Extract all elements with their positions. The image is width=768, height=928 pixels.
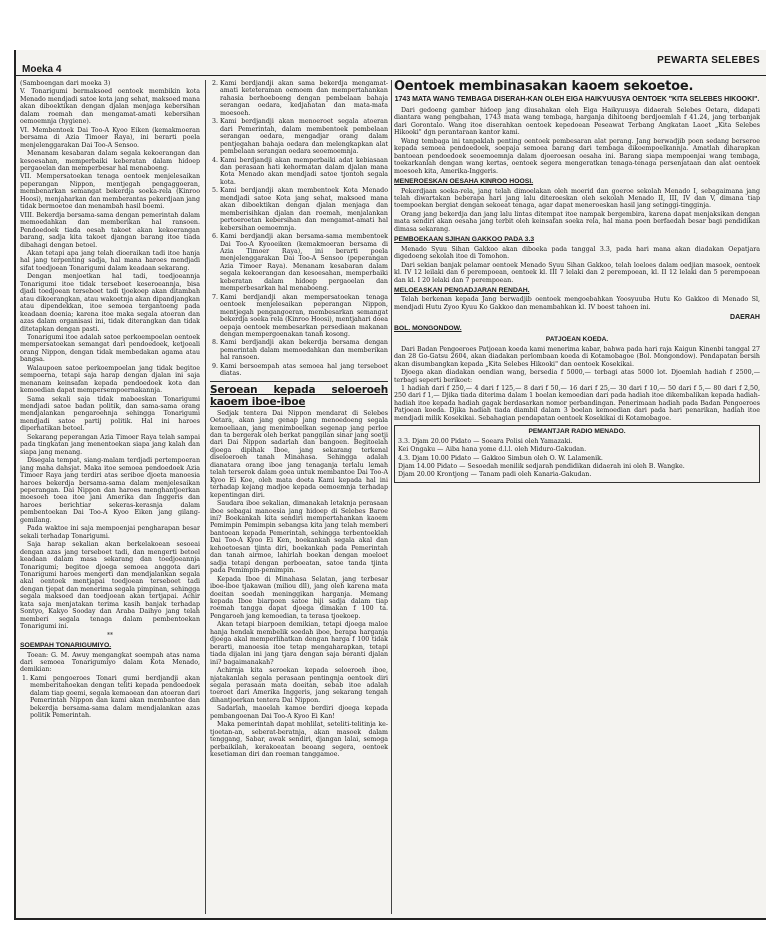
oath-item: 2. Kami berdjandji akan sama bekerdja mengamat-amati keteteraman oemoem dan mempertahankan rahasia berhoeboeng dengan pembelaan bahaja serangan oedara, kedjahatan dan mata-mata moesoeh. xyxy=(220,80,388,117)
paragraph: Djoega akan diadakan oendian wang, bersedia f 5000,— terbagi atas 5000 lot. Djoemlah hadiah f 2500,— terbagi seperti berikoet: xyxy=(394,369,760,384)
oath-item: 6. Kami berdjandji akan bersama-sama membentoek Dai Too-A Kyooeiken (kemakmoeran bersama di Azia Timoer Raya), ini berarti poela menjelenggarakan Dai Too-A Sensoo (peperangan Azia Timoer Raya). Menanam kesabaran dalam segala kekoerangan dan kesoesahan, memperbaiki keberatan dalam hidoep pergaoelan dan memperbesarkan hal menaboeng. xyxy=(220,233,388,293)
region-heading: DAERAH xyxy=(730,314,760,322)
paragraph: Pekerdjaan soeka-rela, jang telah dimoelakan oleh moerid dan goeroe sekolah Menado I, sebagaimana jang telah diwartakan beberapa hari jang lalu diteroeskan oleh sekolah Menado II, III, IV dan V, dimana tiap toempoekan bergiat dengan sekoeat tenaga, agar dapat meneroeskan hasil jang setinggi-tingginja. xyxy=(394,187,760,210)
oath-item: 5. Kami berdjandji akan membentoek Kota Menado mendjadi satoe Kota jang sehat, maksoed mana akan diboektikan dengan djalan menjaga dan memberisihkan djalan dan roemah, menjalankan pertoeroetan kebersihan dan mengamat-amati hal kebersihan oemoemnja. xyxy=(220,187,388,232)
paragraph: Toean: G. M. Awuy mengangkat soempah atas nama dari semoea Tonarigumiyo dalam Kota Menado, demikian: xyxy=(20,651,200,674)
article-subheadline: 1743 MATA WANG TEMBAGA DISERAH-KAN OLEH EIGA HAIKYUUSYA OENTOEK "KITA SELEBES HIKOOKI". xyxy=(394,96,760,103)
paragraph: VI. Membentoek Dai Too-A Kyoo Eiken (kemakmoeran bersama di Azia Timoer Raya), ini berarti poela menjelenggarakan Dai Too-A Sensoo. xyxy=(20,126,200,149)
paragraph: 1 hadiah dari f 250,— 4 dari f 125,— 8 dari f 50,— 16 dari f 25,— 30 dari f 10,— 50 dari f 5,— 80 dari f 2,50, 250 dari f 1,— Djika tiada diterima dalam 1 boelan kemoedian dari pada hadiah itoe dikembalikan kepada hadiah-hadiah itoe kepada hadiah gagak berdasarkan nomor perbandingan. Penerimaan hadiah pada Badan Pengoeroes Patjoean koeda. Djika hadiah tiada diambil dalam 3 boelan kemoedian dari pada hari penarikan, hadiah itoe mendjadi milik Kosekikai. Sebahagian pendapatan oentoek Kosekikai di Kotamobagoe. xyxy=(394,384,760,422)
paragraph: Orang jang bekerdja dan jang lalu lintas ditempat itoe nampak bergembira, karena dapat menjaksikan dengan mata sendiri akan oesaha jang terbit oleh keinsafan soeka rela, hal mana poen berfaedah besar bagi pendidikan dimasa sekarang. xyxy=(394,210,760,233)
section-heading: PEMBOEKAAN SJIHAN GAKKOO PADA 3.3 xyxy=(394,236,535,244)
paragraph: Pada waktoe ini saja mempoenjai pengharapan besar sekali terhadap Tonarigumi. xyxy=(20,525,200,540)
paragraph: Akan tetapi biarpoen demikian, tetapi djoega maloe hanja hendak membelik soedah iboe, berapa harganja djoega akal memperlihatkan dengan harga f 100 tidak berarti, manoesia itoe tetap mengaharapkan, tetapi tiada dijalan ini jang tjara dengan saja beranti djalan ini? bagaimanakah? xyxy=(210,621,388,666)
page-number: Moeka 4 xyxy=(22,64,62,75)
radio-entry: Kei Ongaku — Aiba hana yome d.l.l. oleh Miduro-Gakudan. xyxy=(398,446,587,454)
paragraph: Saudara iboe sekalian, dimanakah letaknja perasaan iboe sebagai manoesia jang hidoep di Selebes Baroe ini? Boekankah kita sendiri mempertahankan kaoem Pemimpin Pemimpin sebangsa kita jang telah memberi bantoean kepada Pemerintah, sehingga terbentoeklah Dai Too-A Kyoo Ei Ken, boekankah segala akal dan kehoetoesan tjinta diri, boekankah pada Pemerintah dan tanah airmoe, lahirlah boekan dengan moeloet sadja tetapi dengan perboeatan, satoe tanda tjinta pada Pemimpin-pemimpin. xyxy=(210,500,388,575)
column-2 xyxy=(210,80,388,912)
continuation-note: (Samboengan dari moeka 3) xyxy=(20,80,111,87)
paragraph: Akan tetapi apa jang telah dioeraikan tadi itoe hanja hal jang terpenting sadja, hal mana haroes mendjadi sifat toedjoean Tonarigumi dalam keadaan sekarang. xyxy=(20,249,200,272)
paragraph: Wang tembaga ini tanpaklah penting oentoek pembesaran alat perang. Jang berwadjib poen sedang berseroe kepada semoea pendoedoek, soepaja semoea barang dari tembaga dikoempoelkannja. Amatlah diharapkan bantoean pendoedoek seoemoemnja dalam djoeroesan oesaha ini. Barang siapa mempoenjai wang tembaga, toekarkanlah dengan wang kertas, oentoek segera mengeratkan tenaga-tenaga persenjataan dan alat oentoek moesoeh kita, Amerika-Inggeris. xyxy=(394,137,760,175)
separator-stars: ** xyxy=(107,631,113,639)
paragraph: Menado Syuu Sihan Gakkoo akan diboeka pada tanggal 3.3, pada hari mana akan diadakan Oepatjara digedoeng sekolah itoe di Tomohon. xyxy=(394,245,760,261)
radio-entry: Djam 14.00 Pidato — Sesoedah menilik sedjarah pendidikan didaerah ini oleh B. Wangke. xyxy=(398,463,685,471)
header-rule xyxy=(16,75,766,76)
radio-schedule-box xyxy=(394,425,760,483)
oath-item: 4. Kami berdjandji akan memperbaiki adat kebiasaan dan perasaan hati kehormatan dalam djalan mana Kota Menado akan mendjadi satoe tjontoh segala kota. xyxy=(220,157,388,187)
newspaper-name: PEWARTA SELEBES xyxy=(657,55,760,66)
oath-item: 1. Kami pengoeroes Tonari gumi berdjandji akan memberitahoekan dengan teliti kepada pendoedoek dalam tiap goemi, segala kemaoean dan atoeran dari Pemerintah Nippon dan kami akan membantoe dan bekerdja bersama-sama dalam mendjalankan azas politik Pemerintah. xyxy=(30,675,200,720)
radio-entry: 3.3. Djam 20.00 Pidato — Soeara Polisi oleh Yamazaki. xyxy=(398,437,573,445)
paragraph: V. Tonarigumi bermaksoed oentoek membikin kota Menado mendjadi satoe kota jang sehat, maksoed mana akan diboektikan dengan djalan menjaga kebersihan dalam roemah dan mengamat-amati kebersihan oemoemnja (hygiene). xyxy=(20,88,200,126)
paragraph: Disegala tempat, siang-malam terdjadi pertempoeran jang maha dahsjat. Maka itoe semoea pendoedoek Azia Timoer Raya jang terdiri atas seriboe djoeta manoesia haroes bekerdja bersama-sama dalam menjelesaikan peperangan. Dai Nippon dan haroes menghantjoerkan moesoeh toea itoe jani Amerika dan Inggeris dan haroes berichtiar sekeras-kerasnja dalam pembentoekan Dai Too-A Kyoo Eiken jang gilang-gemilang. xyxy=(20,457,200,524)
section-heading: MELOEASKAN PENGADJARAN RENDAH. xyxy=(394,286,530,294)
paragraph: Maka pemerintah dapat mohlilat, seteliti-telitinja ke-tjoetan-an, seberat-beratnja, akan masoek dalam tenggang, Sabar, awak sendiri, djangan lalai, semoga perbaikilah, kerakoeatan beoang segera, oentoek kesetiaman diri dan roeman tanggamoe. xyxy=(210,721,388,759)
column-3 xyxy=(394,80,760,912)
newspaper-page xyxy=(14,50,766,920)
section-heading: MENEROESKAN OESAHA KINROO HOOSI. xyxy=(394,178,534,186)
paragraph: Sekarang peperangan Azia Timoer Raya telah sampai pada tingkatan jang menentoekan siapa jang kalah dan siapa jang menang. xyxy=(20,433,200,456)
article-title: Seroean kepada seloeroeh kaoem iboe-iboe xyxy=(210,383,388,408)
column-divider xyxy=(391,80,392,914)
column-divider xyxy=(205,80,206,914)
column-1 xyxy=(20,80,200,912)
article-headline: Oentoek membinasakan kaoem sekoetoe. xyxy=(394,80,694,94)
article-divider xyxy=(210,381,388,382)
paragraph: Sama sekali saja tidak maboeskan Tonarigumi mendjadi satoe badan politik, dan sama-sama orang mendjalankan pengaroehnja sehingga Tonarigumi mendjadi satoe partij politik. Hal ini haroes diperhatikan betoel. xyxy=(20,395,200,433)
paragraph: Dari Badan Pengoeroes Patjoean koeda kami menerima kabar, bahwa pada hari raja Kaigun Kinenbi tanggal 27 dan 28 Go-Gatsu 2604, akan diadakan perlombaan koeda di Kotamobagoe (Bol. Mongondow). Pendapatan bersih akan disumbangkan kepada „Kita Selebes Hikooki" dan oentoek Kosekikai. xyxy=(394,345,760,368)
subsection-heading: PATJOEAN KOEDA. xyxy=(545,336,609,344)
paragraph: Kepada Iboe di Minahasa Selatan, jang terbesar iboe-iboe tjakawan (miliou dll), jang oleh karena mata doeitan soedah meninggikan harganja. Memang kepada Iboe biarpoen satoe biji sadja dalam tiap roemah tangga dapat djoega dimakan f 100 ta. Pengaroeh jang kemoedian, ta terasa tjoekoep. xyxy=(210,575,388,620)
oath-item: 3. Kami berdjandji akan menoeroet segala atoeran dari Pemerintah, dalam membentoek pembelaan serangan oedara, mengadjar orang dalam pentjegahan bahaja oedara dan melengkapkan alat pembelaan serangan oedara seoemoemnja. xyxy=(220,118,388,155)
oath-item: 7. Kami berdjandji akan mempersatoekan tenaga oentoek menjelesaikan peperangan Nippon, mentjegah pengangoeran, membesarkan semangat bekerdja soeka rela (Kinroo Hoosi), mentjahari doea oepaja oentoek membesarkan persediaan makanan dengan mempergoenakan tanah kosong. xyxy=(220,294,388,339)
paragraph: Achirnja kita seroekan kepada seloeroeh iboe, njatakanlah segala perasaan pentingnja oentoek diri segala perasaan mata doeitan, sebab itoe adalah toeroet dari Amerika Inggeris, jang sekarang tengah dihantjoerkan tentera Dai Nippon. xyxy=(210,667,388,704)
paragraph: Dari sekian banjak pelamar oentoek Menado Syuu Sihan Gakkoo, telah loeloes dalam oedjian masoek, oentoek kl. IV 12 leilaki dan 6 perempoean, oentoek kl. III 7 lelaki dan 2 perempoean, kl. II 12 lelaki dan 5 perempoean dan kl. I 20 lelaki dan 7 perempoean. xyxy=(394,261,760,284)
radio-entry: Djam 20.00 Krontjong — Tanam padi oleh Kanaria-Gakudan. xyxy=(398,471,592,479)
paragraph: Sedjak tentera Dai Nippon mendarat di Selebes Oetara, akan jang genap jang menoedoeng segala kemoeliaan, jang menimboelkan segenap jang perloe dan ta bergerak oleh berkat panggilan sinar jang soetji dari Dai Nippon sadarlah dan bangoen. Begitoelah djoega dipihak Iboe, jang sekarang terkenal diseloeroeh tanah Minahasa. Sehingga adalah dianatara orang iboe jang tenaganja terlalu lemah telah terserok dalam goea untuk membantoe Dai Too-A Kyoo Ei Koe, oleh mata doeta Kami kepada hal ini terhadap kejang madjoe kepada oemoemnja terhadap kepentingan diri. xyxy=(210,409,388,499)
paragraph: Dari gedoeng gambar hidoep jang diusahakan oleh Eiga Haikyuusya didaerah Selebes Oetara, didapati diantara wang pengbahan, 1743 mata wang tembaga, harganja dihitoeng berdjoemlah f 41.24, jang terbanjak dari Gorontalo. Wang itoe diserahkan oentoek kepedoean Peseawat Terbang Angkatan Laoet „Kita Selebes Hikooki" dgn perantaraan kantor kami. xyxy=(394,107,760,137)
radio-schedule-title: PEMANTJAR RADIO MENADO. xyxy=(528,428,626,436)
paragraph: VII. Mempersatoekan tenaga oentoek menjelesaikan peperangan Nippon, mentjegah pengaggoeran, membenarkan semangat bekerdja soeka-rela (Kinroo Hoosi), menjaharkan dan memberantas pekerdjaan jang tidak bermoetoe dan menambah hasil boemi. xyxy=(20,173,200,211)
paragraph: Sadarlah, maoelah kamoe berdiri djoega kepada pembangoenan Dai Too-A Kyoo Ei Kan! xyxy=(210,705,388,720)
section-heading: SOEMPAH TONARIGUMIYO. xyxy=(20,642,112,650)
paragraph: Dengan menjoetkan hal tadi, toedjoeannja Tonarigumi itoe tidak terseboet keseroeannja, bisa djadi toedjoean terseboet tadi tjoekoep akan ditambah atau dikoerangkan, atau wakoetnja akan dipandjangkan atau dipendekkan, itoe semoea tergantoeng pada keadaan doenia; karena itoe maka segala atoeran dan azas dalam organisasi ini, tidak diterangkan dan tidak ditetapkan dengan pasti. xyxy=(20,273,200,333)
paragraph: Tonarigumi itoe adalah satoe perkoempoelan oentoek mempersatoekan semangat dari pendoedoek, ketjoeali orang Nippon, dengan tidak membedakan agama atau bangsa. xyxy=(20,333,200,364)
section-heading: BOL. MONGONDOW. xyxy=(394,324,462,332)
oath-item: 9. Kami bersoempah atas semoea hal jang terseboet diatas. xyxy=(220,363,388,378)
paragraph: Saja harap sekalian akan berkelakoean sesoeai dengan azas jang terseboet tadi, dan mengerti betoel keadaan dalam masa sekarang dan toedjoeannja Tonarigumi; begitoe djoega semoea anggota dari Tonarigumi haroes mengerti dan mendjalankan segala akal oentoek mentjapai toedjoean terseboet tadi dengan tjepat dan menerima segala pimpinan, sehingga segala maksoed dan toedjoean akan tertjapai. Achir kata saja menjatakan terima kasih banjak terhadap Sontyo, Kakyo Sooday dan Araba Daihyo jang telah memberi segala tenaga dalam pembentoekan Tonarigumi ini. xyxy=(20,541,200,631)
paragraph: Telah berkenan kepada Jang berwadjib oentoek mengoebahkan Yoosyuuba Hutu Ko Gakkoo di Menado Sl, mendjadi Hutu Zyoo Kyuu Ko Gakkoo dan menambahkan kl. IV boest tahoen ini. xyxy=(394,296,760,311)
paragraph: VIII. Bekerdja bersama-sama dengan pemerintah dalam memoedahkan dan memberikan hal ransoen. Pendoedoek tiada oesah takoet akan kekoerangan barang, sadja kita takoet djangan barang itoe tiada dibahagi dengan betoel. xyxy=(20,211,200,249)
oath-item: 8. Kami berdjandji akan bekerdja bersama dengan pemerintah dalam memoedahkan dan memberikan hal ransoen. xyxy=(220,339,388,361)
radio-entry: 4.3. Djam 10.00 Pidato — Gakkoo Simbun oleh O. W. Lalamenik. xyxy=(398,454,603,462)
paragraph: Menanam kesabaran dalam segala kekoerangan dan kesoesahan, memperbaiki keberatan dalam hidoep pergaoelan dan memperbesar hal menaboeng. xyxy=(20,150,200,172)
paragraph: Walaupoen satoe perkoempoelan jang tidak begitoe sempoerna, tetapi saja harap dengan djalan ini saja menanam keinsafan kepada pendoedoek kota dan kemoedian dapat mempersempoernakannja. xyxy=(20,364,200,395)
